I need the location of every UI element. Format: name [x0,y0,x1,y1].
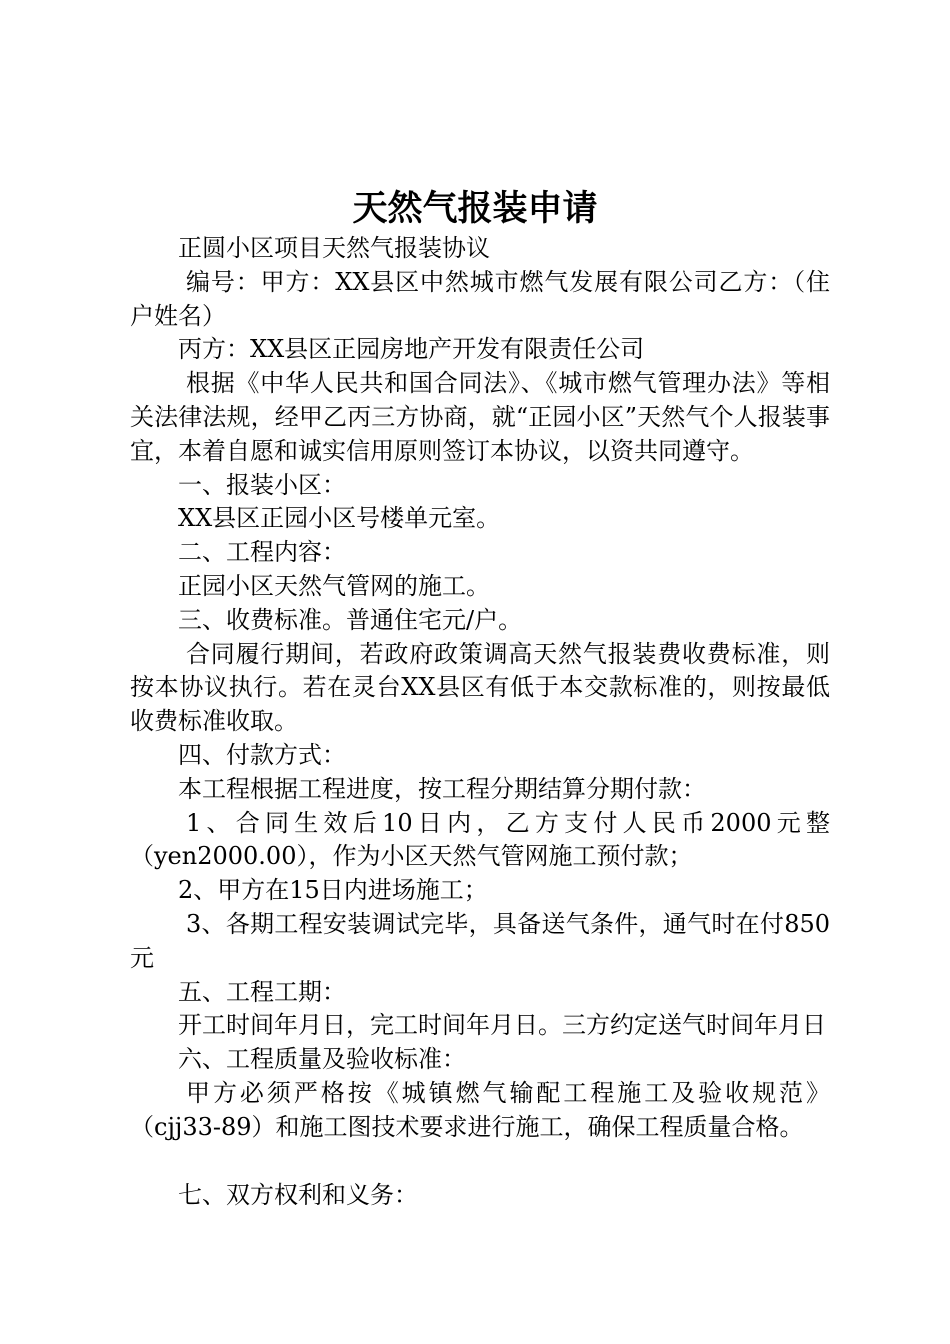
agreement-heading: 正圆小区项目天然气报装协议 [178,234,490,262]
section-5-content: 开工时间年月日，完工时间年月日。三方约定送气时间年月日 [178,1011,826,1040]
section-2-heading: 二、工程内容： [178,538,346,567]
parties-paragraph: 编号：甲方：XX县区中然城市燃气发展有限公司乙方：（住户姓名） [130,267,830,330]
section-4-heading: 四、付款方式： [178,740,346,769]
preamble-paragraph: 根据《中华人民共和国合同法》、《城市燃气管理办法》等相关法律法规，经甲乙丙三方协商，就“正园小区”天然气个人报装事宜，本着自愿和诚实信用原则签订本协议，以资共同遵守。 [130,369,830,465]
section-4-intro: 本工程根据工程进度，按工程分期结算分期付款： [178,774,706,803]
section-3-content: 合同履行期间，若政府政策调高天然气报装费收费标准，则按本协议执行。若在灵台XX县区有低于本交款标准的，则按最低收费标准收取。 [130,639,830,736]
section-3-heading: 三、收费标准。普通住宅元/户。 [178,605,523,634]
section-1-heading: 一、报装小区： [178,470,346,499]
section-4-item-1: 1、合同生效后10日内，乙方支付人民币2000元整（yen2000.00），作为小区天然气管网施工预付款； [130,808,830,871]
section-7-heading: 七、双方权利和义务： [178,1180,418,1209]
party-c-paragraph: 丙方：XX县区正园房地产开发有限责任公司 [178,335,645,364]
section-5-heading: 五、工程工期： [178,977,346,1006]
section-2-content: 正园小区天然气管网的施工。 [178,571,490,600]
section-6-content: 甲方必须严格按《城镇燃气输配工程施工及验收规范》（cjj33-89）和施工图技术要求进行施工，确保工程质量合格。 [130,1078,830,1141]
section-4-item-2: 2、甲方在15日内进场施工； [178,876,488,905]
section-6-heading: 六、工程质量及验收标准： [178,1045,466,1074]
document-body [130,232,830,1212]
section-1-content: XX县区正园小区号楼单元室。 [178,504,501,533]
document-title: 天然气报装申请 [352,188,598,229]
blank-line [130,1145,830,1179]
section-4-item-3: 3、各期工程安装调试完毕，具备送气条件，通气时在付850元 [130,909,830,972]
